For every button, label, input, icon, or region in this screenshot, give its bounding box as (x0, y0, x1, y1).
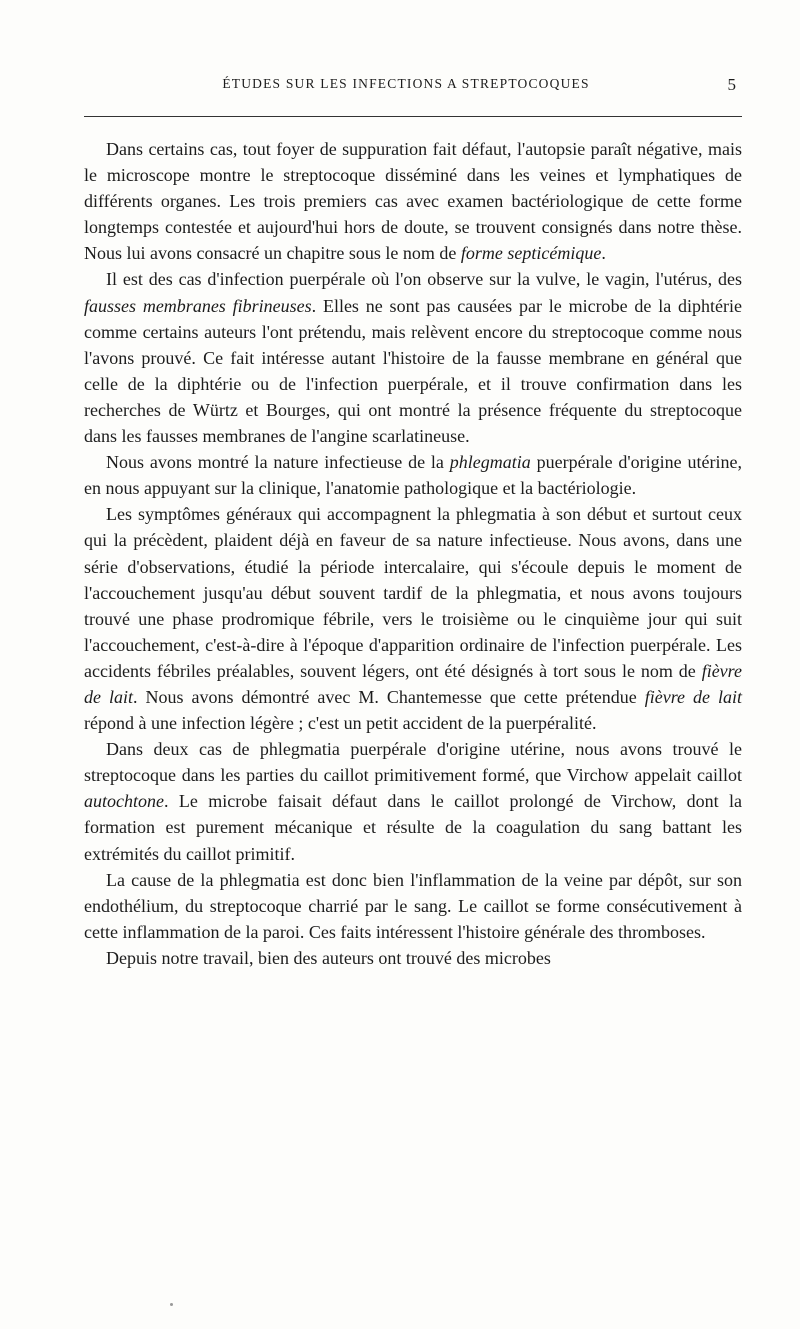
body-text (84, 136, 742, 971)
italic-term: fièvre de lait (84, 660, 742, 707)
text-run: La cause de la phlegmatia est donc bien l'inflammation de la veine par dépôt, sur son endothélium, du streptocoque charrié par le sang. Le caillot se forme consécutivement à cette inflammation de la paroi. Ces faits intéressent l'histoire générale des thromboses. (84, 869, 742, 942)
text-run: Nous avons montré la nature infectieuse de la (106, 452, 450, 473)
text-run: Il est des cas d'infection puerpérale où l'on observe sur la vulve, le vagin, l'utérus, des (106, 269, 742, 290)
paragraph (84, 449, 742, 501)
italic-term: fièvre de lait (644, 686, 742, 707)
running-title: ÉTUDES SUR LES INFECTIONS A STREPTOCOQUES (222, 76, 590, 91)
paragraph (84, 136, 742, 266)
italic-term: phlegmatia (449, 452, 531, 473)
paragraph (84, 867, 742, 945)
text-run: Dans certains cas, tout foyer de suppuration fait défaut, l'autopsie paraît négative, mais le microscope montre le streptocoque disséminé dans les veines et lymphatiques de différents organes. Les trois premiers cas avec examen bactériologique de cette forme longtemps contestée et aujourd'hui hors de doute, se trouvent consignés dans notre thèse. Nous lui avons consacré un chapitre sous le nom de (84, 139, 742, 264)
paragraph (84, 501, 742, 736)
text-run: . (601, 243, 606, 264)
text-run: Depuis notre travail, bien des auteurs ont trouvé des microbes (106, 947, 551, 968)
paragraph (84, 736, 742, 866)
paragraph (84, 266, 742, 449)
text-run: . Le microbe faisait défaut dans le caillot prolongé de Virchow, dont la formation est purement mécanique et résulte de la coagulation du sang battant les extrémités du caillot primitif. (84, 791, 742, 864)
italic-term: autochtone (84, 791, 164, 812)
running-head (84, 76, 742, 100)
paragraph (84, 945, 742, 971)
text-run: . Nous avons démontré avec M. Chantemesse que cette prétendue (132, 686, 645, 707)
text-run: puerpérale d'origine utérine, en nous appuyant sur la clinique, l'anatomie pathologique et la bactériologie. (84, 452, 742, 499)
text-run: répond à une infection légère ; c'est un petit accident de la puerpéralité. (84, 713, 597, 734)
text-run: Les symptômes généraux qui accompagnent la phlegmatia à son début et surtout ceux qui la précèdent, plaident déjà en faveur de sa nature infectieuse. Nous avons, dans une série d'observations, étudié la période intercalaire, qui s'écoule depuis le moment de l'accouchement jusqu'au début souvent tardif de la phlegmatia, et nous avons toujours trouvé une phase prodromique fébrile, vers le troisième ou le cinquième jour qui suit l'accouchement, c'est-à-dire à l'époque d'apparition ordinaire de l'infection puerpérale. Les accidents fébriles préalables, souvent légers, ont été désignés à tort sous le nom de (84, 504, 742, 681)
italic-term: fausses membranes fibrineuses (84, 295, 312, 316)
page-number: 5 (727, 75, 736, 94)
text-run: . Elles ne sont pas causées par le microbe de la diphtérie comme certains auteurs l'ont prétendu, mais relèvent encore du streptocoque comme nous l'avons prouvé. Ce fait intéresse autant l'histoire de la fausse membrane en général que celle de la diphtérie ou de l'infection puerpérale, et il trouve confirmation dans les recherches de Würtz et Bourges, qui ont montré la présence fréquente du streptocoque dans les fausses membranes de l'angine scarlatineuse. (84, 295, 742, 447)
text-run: Dans deux cas de phlegmatia puerpérale d'origine utérine, nous avons trouvé le streptocoque dans les parties du caillot primitivement formé, que Virchow appelait caillot (84, 739, 742, 786)
paper-speck (170, 1303, 173, 1306)
header-rule (84, 116, 742, 117)
italic-term: forme septicémique (460, 243, 602, 264)
